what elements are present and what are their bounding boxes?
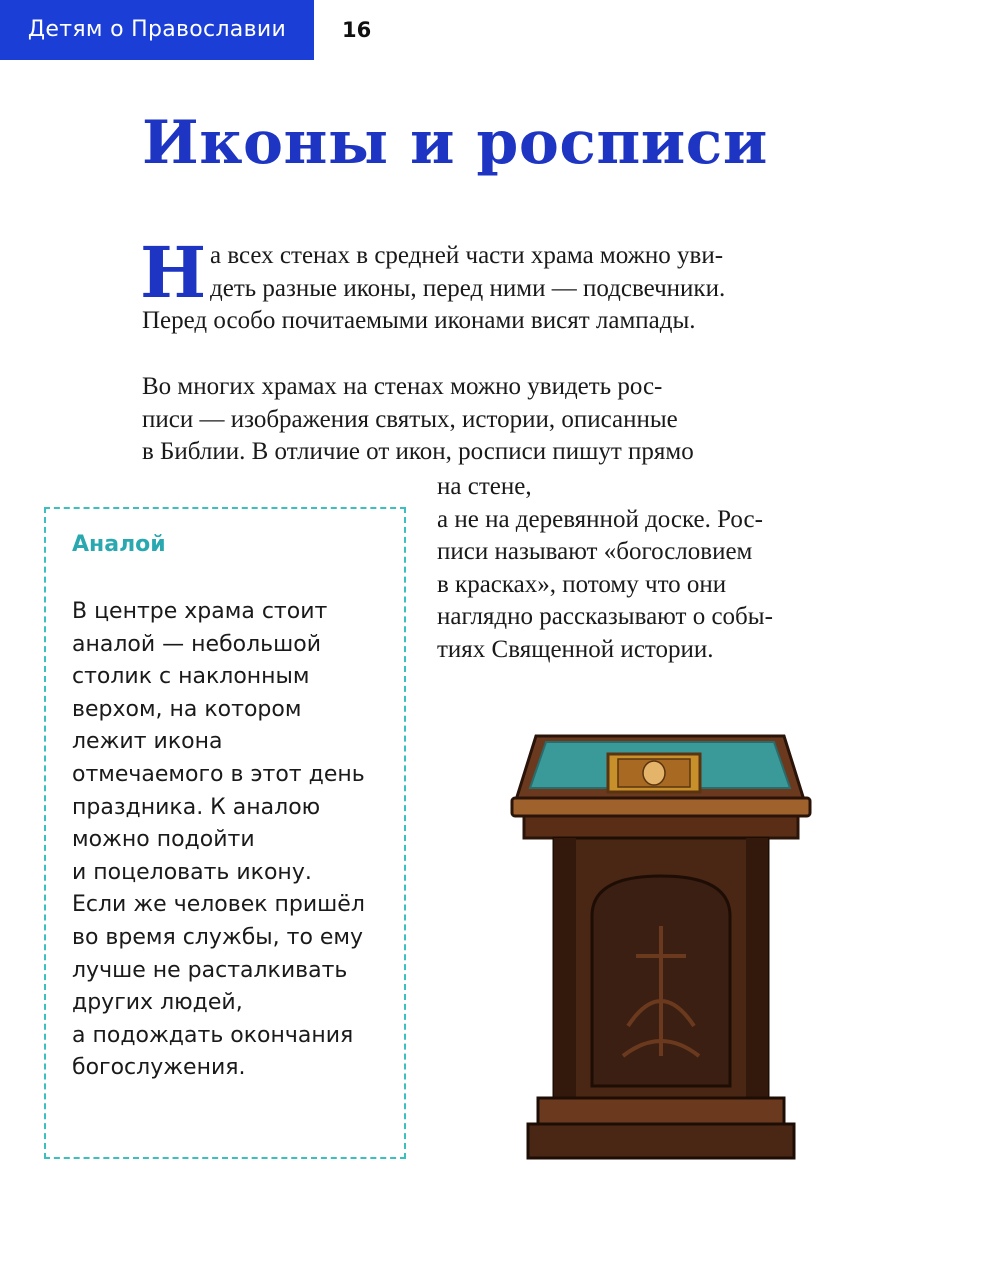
paragraph-2-line: Во многих храмах на стенах можно увидеть рос- (142, 373, 663, 400)
sidebar-line: аналой — небольшой (72, 631, 322, 657)
sidebar-line: а подождать окончания (72, 1022, 354, 1048)
page-title: Иконы и росписи (142, 108, 768, 178)
lectern-body-left-shade (554, 838, 576, 1100)
sidebar-line: во время службы, то ему (72, 924, 364, 950)
paragraph-1-line: а всех стенах в средней части храма можно уви- (210, 242, 724, 269)
sidebar-line: столик с наклонным (72, 664, 310, 690)
paragraph-3 (437, 471, 877, 667)
paragraph-1 (140, 231, 882, 338)
paragraph-3-line: наглядно рассказывают о собы- (437, 603, 773, 631)
series-title-band (0, 0, 314, 60)
paragraph-3-line: писи называют «богословием (437, 538, 753, 566)
sidebar-title: Аналой (72, 532, 166, 557)
sidebar-line: В центре храма стоит (72, 599, 328, 624)
lectern-base-lower (528, 1124, 794, 1158)
lectern-with-icon-illustration (508, 726, 814, 1166)
sidebar-line: и поцеловать икону. (72, 859, 312, 885)
paragraph-1-line: Перед особо почитаемыми иконами висят лампады. (142, 307, 696, 335)
sidebar-line: богослужения. (72, 1055, 246, 1081)
paragraph-3-line: в красках», потому что они (437, 570, 727, 598)
paragraph-2 (142, 371, 882, 469)
paragraph-3-line: на стене, (437, 473, 532, 500)
icon-figure (643, 761, 665, 785)
lectern-rim-lower (524, 816, 798, 838)
series-title: Детям о Православии (27, 17, 287, 42)
sidebar-line: верхом, на котором (72, 696, 302, 722)
lectern-rim (512, 798, 810, 816)
sidebar-line: отмечаемого в этот день (72, 761, 365, 787)
paragraph-2-line: в Библии. В отличие от икон, росписи пишут прямо (142, 438, 694, 466)
paragraph-2-line: писи — изображения святых, истории, описанные (142, 405, 678, 433)
paragraph-1-line: деть разные иконы, перед ними — подсвечники. (210, 274, 726, 302)
sidebar-line: Если же человек пришёл (72, 892, 365, 918)
sidebar-text (72, 596, 365, 1085)
sidebar-line: можно подойти (72, 827, 255, 853)
lectern-base-upper (538, 1098, 784, 1124)
sidebar-line: праздника. К аналою (72, 794, 321, 820)
page-number: 16 (342, 18, 372, 42)
paragraph-3-line: а не на деревянной доске. Рос- (437, 505, 763, 533)
sidebar-line: других людей, (72, 990, 243, 1016)
paragraph-3-line: тиях Священной истории. (437, 635, 714, 663)
lectern-body-right-shade (746, 838, 768, 1100)
sidebar-line: лежит икона (72, 729, 223, 755)
sidebar-line: лучше не расталкивать (72, 957, 348, 983)
drop-cap: Н (140, 231, 207, 314)
